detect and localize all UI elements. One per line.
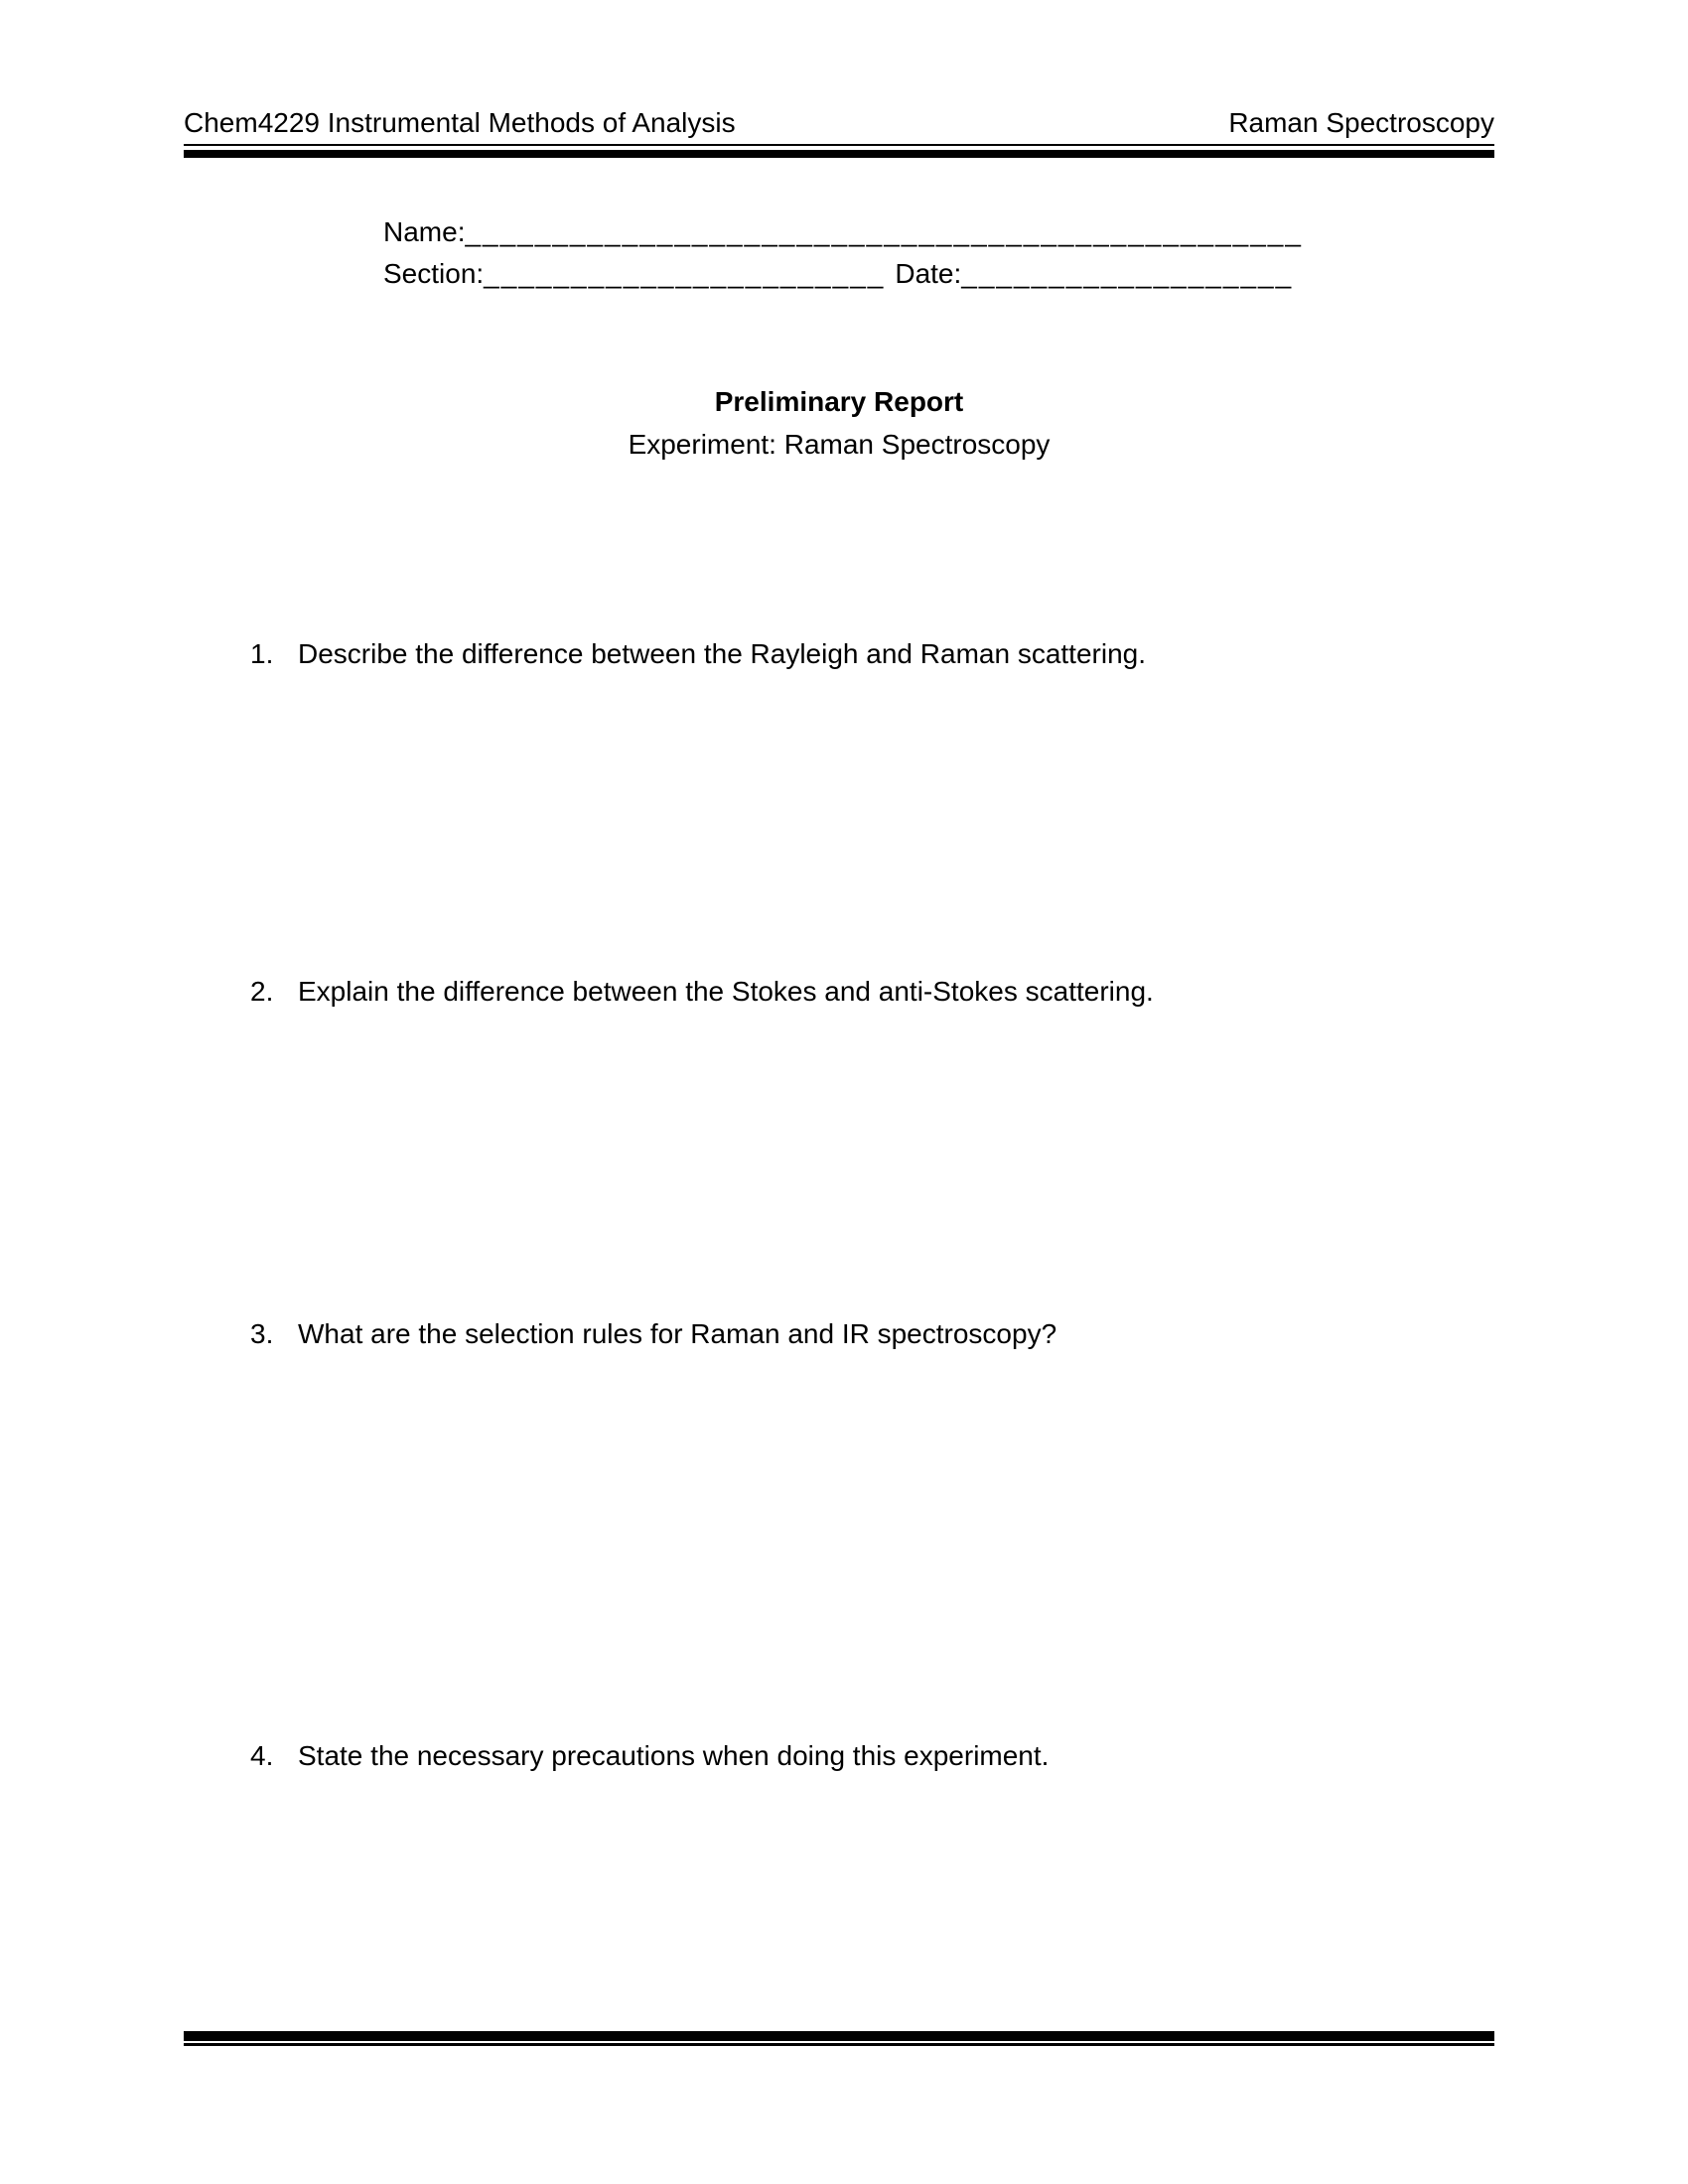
question-row [250,975,1491,1009]
question-text: What are the selection rules for Raman and IR spectroscopy? [298,1318,1057,1349]
report-title-block [184,380,1494,466]
name-field-row [383,211,1303,253]
section-label: Section: [383,258,485,289]
header-experiment-title: Raman Spectroscopy [1228,107,1494,138]
question-text: Explain the difference between the Stokes and anti-Stokes scattering. [298,976,1154,1007]
report-title: Preliminary Report [714,386,964,417]
question-row [250,1739,1491,1773]
name-blank-line: ________________________________________________ [465,216,1303,247]
question-text: Describe the difference between the Rayleigh and Raman scattering. [298,638,1146,669]
question-row [250,637,1491,671]
student-info-fields [383,211,1303,295]
section-date-field-row [383,253,1303,295]
header-course-title: Chem4229 Instrumental Methods of Analysis [184,107,736,138]
footer-rule-thin [184,2043,1494,2046]
page-header [184,109,1494,137]
question-text: State the necessary precautions when doing this experiment. [298,1740,1050,1771]
question-number: 4. [250,1740,274,1771]
footer-rule-thick [184,2031,1494,2041]
question-number: 1. [250,638,274,669]
section-blank-line: _______________________ [484,258,886,289]
header-rule-thin [184,144,1494,146]
question-row [250,1317,1491,1351]
date-label: Date: [895,258,962,289]
name-label: Name: [383,216,466,247]
header-rule-thick [184,150,1494,158]
question-number: 3. [250,1318,274,1349]
report-subtitle: Experiment: Raman Spectroscopy [628,429,1051,460]
date-blank-line: ___________________ [961,258,1294,289]
question-number: 2. [250,976,274,1007]
